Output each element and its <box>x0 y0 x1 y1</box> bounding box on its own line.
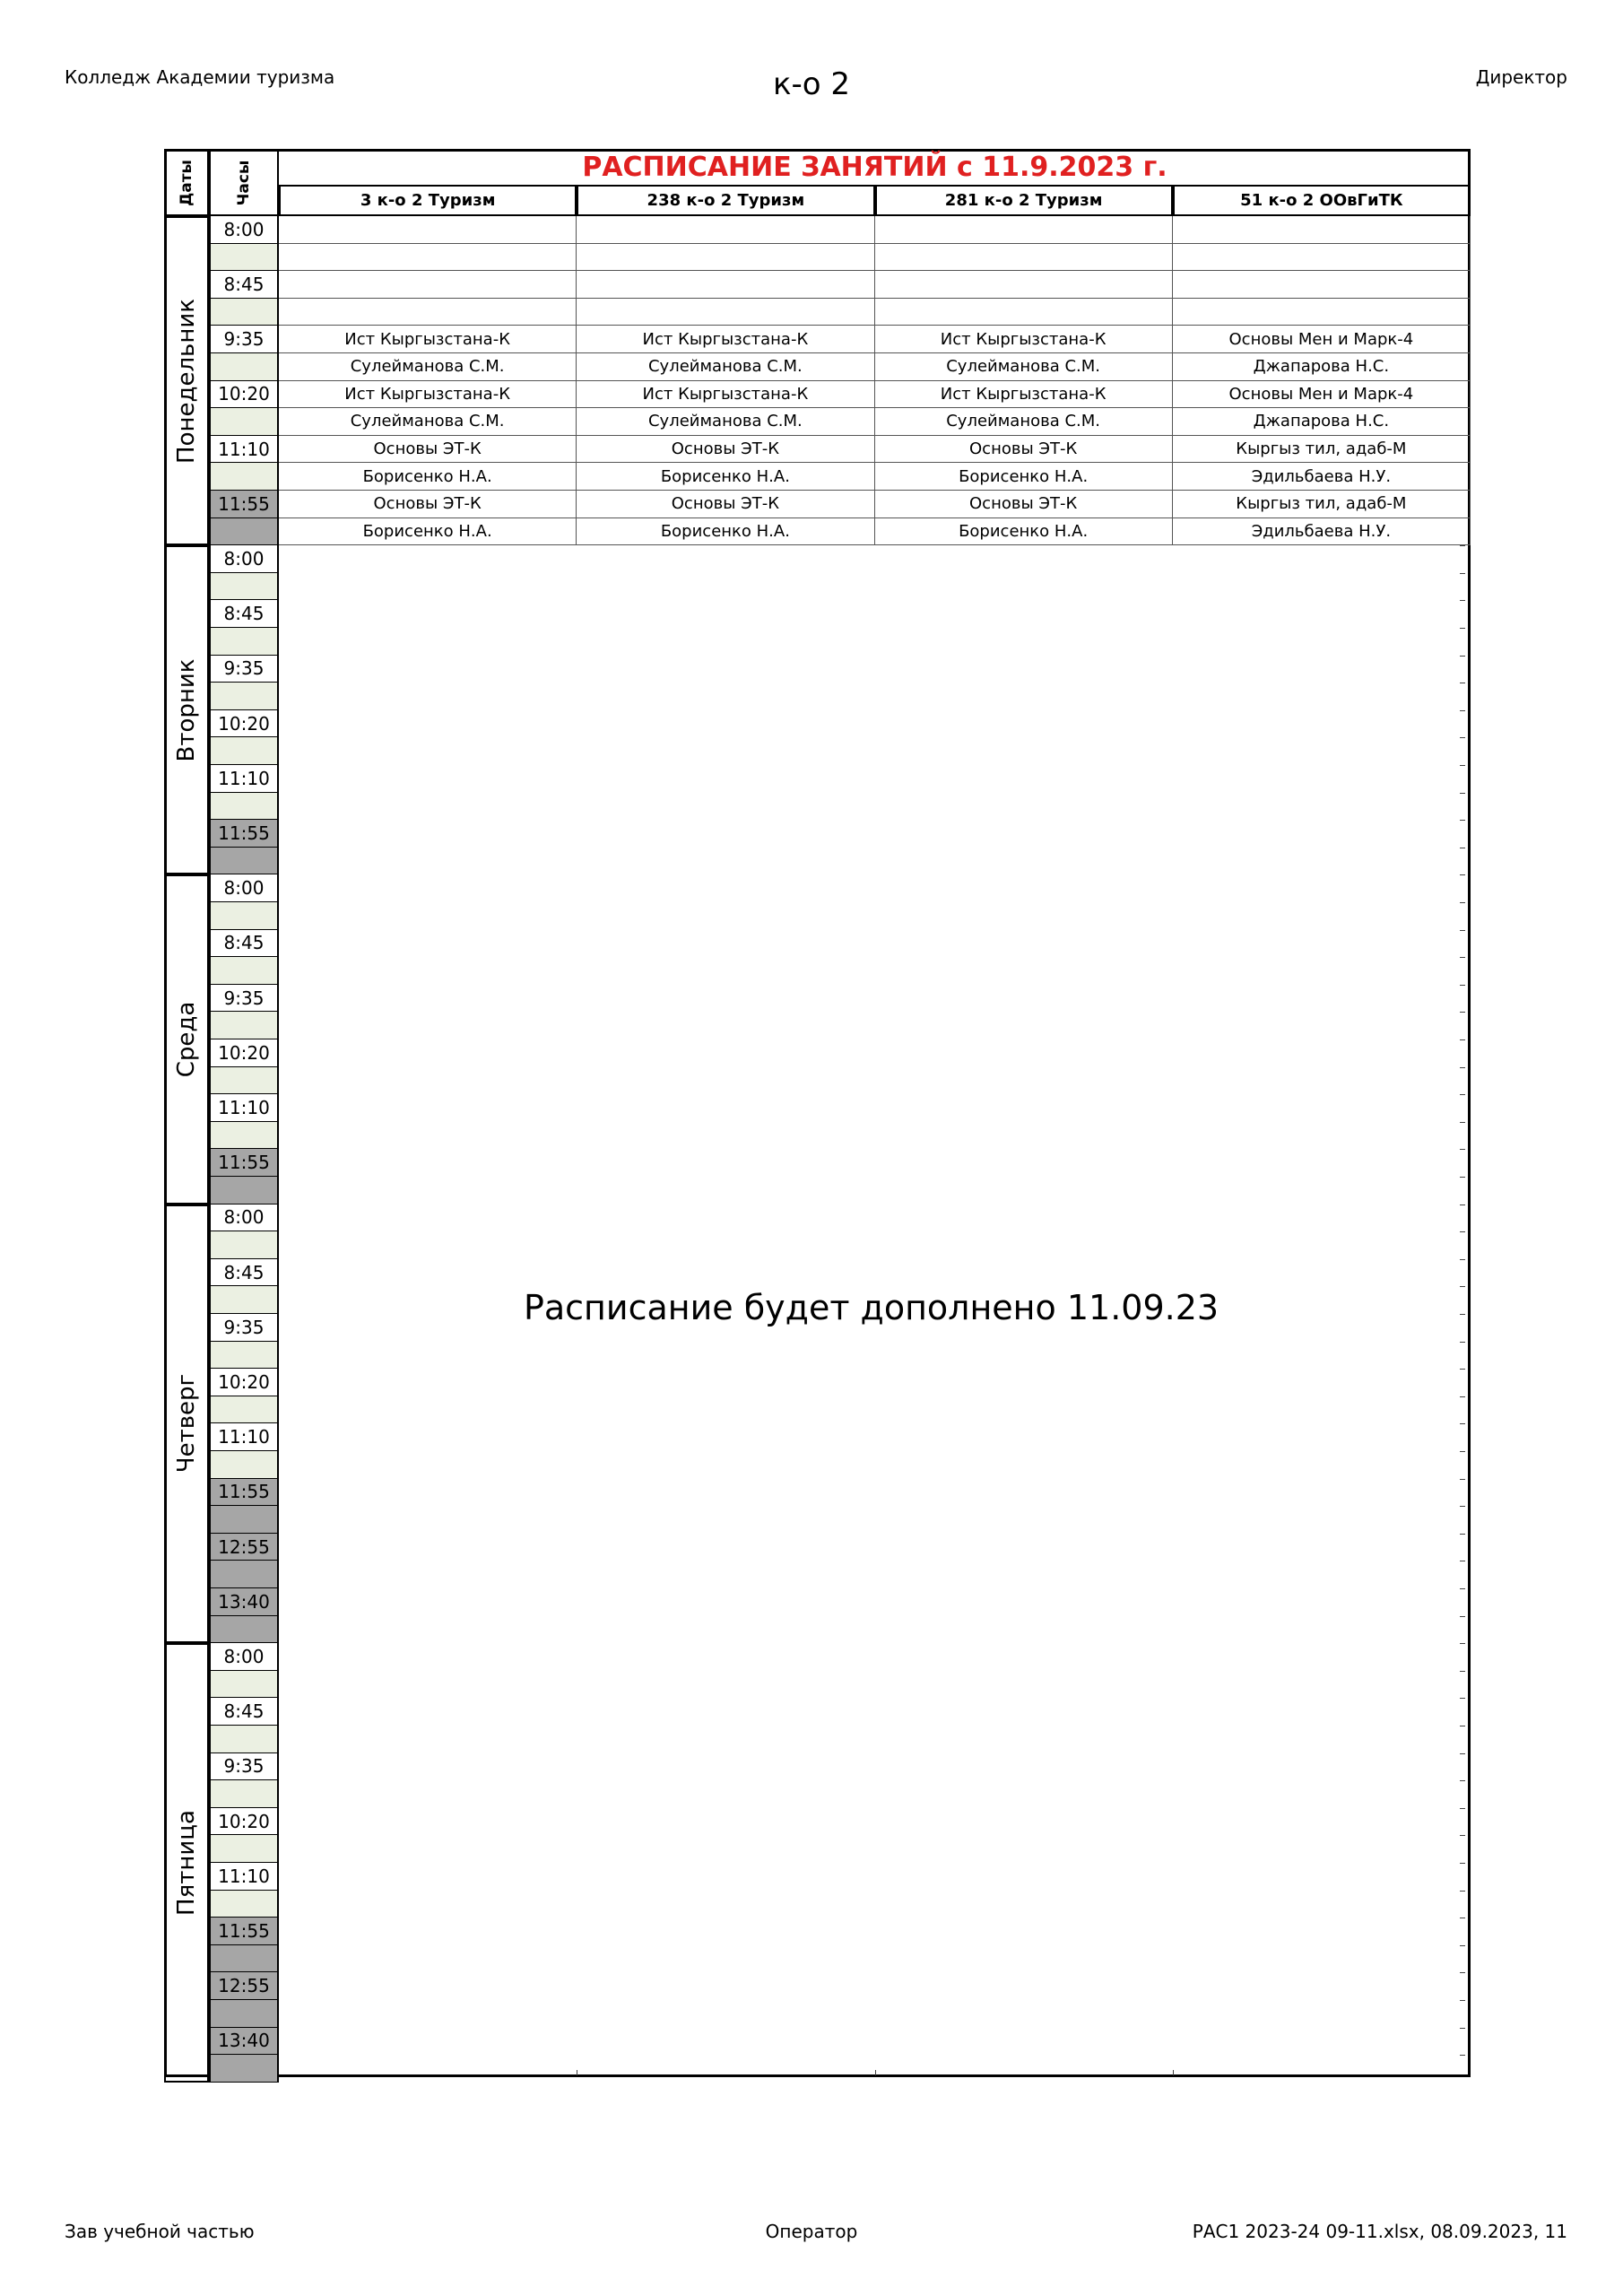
time-slot-sub <box>209 1891 279 1918</box>
row-tick <box>1460 1423 1465 1424</box>
group-header: 3 к-о 2 Туризм <box>279 185 577 216</box>
lesson-cell: Сулейманова С.М. <box>279 408 577 436</box>
time-slot: 10:20 <box>209 1039 279 1067</box>
time-slot-sub <box>209 244 279 272</box>
time-slot: 8:45 <box>209 600 279 628</box>
day-cell <box>164 1643 209 2083</box>
day-name: Пятница <box>173 1810 200 1916</box>
time-slot-sub <box>209 793 279 821</box>
time-slot: 8:00 <box>209 216 279 244</box>
day-cell <box>164 216 209 545</box>
time-slot: 8:00 <box>209 1643 279 1671</box>
time-slot-sub <box>209 2055 279 2083</box>
row-tick <box>1460 902 1465 903</box>
lesson-cell <box>1173 244 1471 272</box>
lesson-cell: Эдильбаева Н.У. <box>1173 463 1471 491</box>
lesson-cell <box>577 299 874 326</box>
row-tick <box>1460 1039 1465 1040</box>
time-slot: 11:55 <box>209 820 279 848</box>
row-tick <box>1460 1780 1465 1781</box>
time-slot-sub <box>209 683 279 710</box>
time-slot-sub <box>209 299 279 326</box>
time-slot: 8:45 <box>209 930 279 958</box>
day-name: Четверг <box>173 1374 200 1474</box>
row-tick <box>1460 1451 1465 1452</box>
time-slot: 8:00 <box>209 545 279 573</box>
time-slot: 9:35 <box>209 1314 279 1342</box>
lesson-cell: Ист Кыргызстана-К <box>875 381 1173 409</box>
time-slot-sub <box>209 628 279 656</box>
lesson-cell: Основы ЭТ-К <box>875 491 1173 518</box>
time-slot: 11:10 <box>209 1863 279 1891</box>
lesson-cell: Сулейманова С.М. <box>279 353 577 381</box>
lesson-cell: Джапарова Н.С. <box>1173 353 1471 381</box>
row-tick <box>1460 793 1465 794</box>
lesson-cell <box>279 299 577 326</box>
lesson-cell <box>577 216 874 244</box>
row-tick <box>1460 1616 1465 1617</box>
row-tick <box>1460 1012 1465 1013</box>
time-slot: 10:20 <box>209 1808 279 1836</box>
lesson-cell: Джапарова Н.С. <box>1173 408 1471 436</box>
row-tick <box>1460 737 1465 738</box>
lesson-cell <box>577 244 874 272</box>
lesson-cell <box>875 244 1173 272</box>
time-slot: 9:35 <box>209 985 279 1013</box>
row-tick <box>1460 1588 1465 1589</box>
time-slot-sub <box>209 1177 279 1205</box>
row-tick <box>1460 1314 1465 1315</box>
header-college-name: Колледж Академии туризма <box>65 66 335 88</box>
lesson-cell <box>279 271 577 299</box>
time-slot: 9:35 <box>209 656 279 683</box>
day-name: Вторник <box>173 658 200 762</box>
lesson-cell: Ист Кыргызстана-К <box>577 326 874 353</box>
lesson-cell: Основы ЭТ-К <box>577 491 874 518</box>
header-dates <box>164 149 209 216</box>
footer-academic-head: Зав учебной частью <box>65 2221 255 2242</box>
day-name: Среда <box>173 1001 200 1078</box>
time-slot: 9:35 <box>209 1753 279 1781</box>
column-tick <box>875 2070 876 2075</box>
lesson-cell: Борисенко Н.А. <box>279 463 577 491</box>
row-tick <box>1460 1753 1465 1754</box>
time-slot-sub <box>209 1671 279 1699</box>
row-tick <box>1460 1479 1465 1480</box>
time-slot-sub <box>209 1780 279 1808</box>
lesson-cell <box>279 216 577 244</box>
time-slot: 13:40 <box>209 1588 279 1616</box>
time-slot: 8:45 <box>209 1698 279 1726</box>
row-tick <box>1460 1972 1465 1973</box>
time-slot: 8:45 <box>209 271 279 299</box>
lesson-cell <box>577 271 874 299</box>
time-slot: 11:10 <box>209 1094 279 1122</box>
time-slot: 8:45 <box>209 1259 279 1287</box>
time-slot-sub <box>209 957 279 985</box>
time-slot: 11:10 <box>209 765 279 793</box>
time-slot-sub <box>209 518 279 546</box>
row-tick <box>1460 573 1465 574</box>
time-slot: 11:55 <box>209 1918 279 1945</box>
time-slot-sub <box>209 1616 279 1644</box>
row-tick <box>1460 930 1465 931</box>
lesson-cell: Ист Кыргызстана-К <box>577 381 874 409</box>
row-tick <box>1460 1286 1465 1287</box>
lesson-cell: Ист Кыргызстана-К <box>279 381 577 409</box>
time-slot: 12:55 <box>209 1534 279 1561</box>
row-tick <box>1460 1506 1465 1507</box>
row-tick <box>1460 957 1465 958</box>
footer-file-info: РАС1 2023-24 09-11.xlsx, 08.09.2023, 11 <box>1192 2221 1567 2242</box>
row-tick <box>1460 2055 1465 2056</box>
header-hours <box>209 149 279 216</box>
time-slot-sub <box>209 1012 279 1039</box>
time-slot-sub <box>209 1451 279 1479</box>
time-slot: 11:55 <box>209 1479 279 1507</box>
row-tick <box>1460 2000 1465 2001</box>
row-tick <box>1460 985 1465 986</box>
lesson-cell <box>875 216 1173 244</box>
row-tick <box>1460 2028 1465 2029</box>
time-slot: 12:55 <box>209 1972 279 2000</box>
row-tick <box>1460 1122 1465 1123</box>
row-tick <box>1460 656 1465 657</box>
row-tick <box>1460 1863 1465 1864</box>
time-slot-sub <box>209 1396 279 1424</box>
footer-operator: Оператор <box>765 2221 858 2242</box>
time-slot-sub <box>209 1342 279 1370</box>
time-slot-sub <box>209 463 279 491</box>
lesson-cell <box>1173 271 1471 299</box>
row-tick <box>1460 1945 1465 1946</box>
day-cell <box>164 1205 209 1644</box>
time-slot-sub <box>209 848 279 875</box>
time-slot: 11:10 <box>209 1423 279 1451</box>
header-hours-label: Часы <box>235 160 253 205</box>
lesson-cell: Основы ЭТ-К <box>875 436 1173 464</box>
header-dates-label: Даты <box>178 159 195 206</box>
lesson-cell: Основы Мен и Марк-4 <box>1173 381 1471 409</box>
lesson-cell: Сулейманова С.М. <box>577 408 874 436</box>
lesson-cell: Борисенко Н.А. <box>577 463 874 491</box>
row-tick <box>1460 1534 1465 1535</box>
time-slot: 8:00 <box>209 874 279 902</box>
day-cell <box>164 545 209 874</box>
lesson-cell: Ист Кыргызстана-К <box>279 326 577 353</box>
row-tick <box>1460 1369 1465 1370</box>
schedule-table <box>164 149 1471 2077</box>
row-tick <box>1460 545 1465 546</box>
row-tick <box>1460 1149 1465 1150</box>
time-slot-sub <box>209 353 279 381</box>
lesson-cell: Основы Мен и Марк-4 <box>1173 326 1471 353</box>
lesson-cell: Кыргыз тил, адаб-М <box>1173 436 1471 464</box>
time-slot-sub <box>209 2000 279 2028</box>
lesson-cell <box>279 244 577 272</box>
lesson-cell: Сулейманова С.М. <box>577 353 874 381</box>
row-tick <box>1460 1808 1465 1809</box>
row-tick <box>1460 1698 1465 1699</box>
time-slot: 10:20 <box>209 381 279 409</box>
lesson-cell: Борисенко Н.А. <box>875 518 1173 546</box>
row-tick <box>1460 1259 1465 1260</box>
row-tick <box>1460 1094 1465 1095</box>
row-tick <box>1460 1891 1465 1892</box>
lesson-cell: Основы ЭТ-К <box>577 436 874 464</box>
time-slot: 11:10 <box>209 436 279 464</box>
group-header: 281 к-о 2 Туризм <box>875 185 1173 216</box>
lesson-cell <box>1173 299 1471 326</box>
group-header: 238 к-о 2 Туризм <box>577 185 874 216</box>
day-cell <box>164 874 209 1204</box>
header-director: Директор <box>1475 66 1567 88</box>
time-slot-sub <box>209 1835 279 1863</box>
lesson-cell: Эдильбаева Н.У. <box>1173 518 1471 546</box>
time-slot-sub <box>209 737 279 765</box>
row-tick <box>1460 820 1465 821</box>
time-slot: 11:55 <box>209 491 279 518</box>
row-tick <box>1460 600 1465 601</box>
lesson-cell: Борисенко Н.А. <box>279 518 577 546</box>
time-slot-sub <box>209 1286 279 1314</box>
header-building: к-о 2 <box>772 66 851 102</box>
time-slot-sub <box>209 1122 279 1150</box>
time-slot-sub <box>209 573 279 601</box>
row-tick <box>1460 1177 1465 1178</box>
lesson-cell <box>875 271 1173 299</box>
column-tick <box>1173 2070 1174 2075</box>
lesson-cell <box>875 299 1173 326</box>
lesson-cell: Сулейманова С.М. <box>875 408 1173 436</box>
time-slot: 8:00 <box>209 1205 279 1232</box>
time-slot-sub <box>209 1945 279 1973</box>
lesson-cell: Основы ЭТ-К <box>279 491 577 518</box>
time-slot-sub <box>209 1506 279 1534</box>
time-slot: 11:55 <box>209 1149 279 1177</box>
row-tick <box>1460 1231 1465 1232</box>
time-slot-sub <box>209 408 279 436</box>
time-slot: 9:35 <box>209 326 279 353</box>
row-tick <box>1460 1396 1465 1397</box>
lesson-cell <box>1173 216 1471 244</box>
time-slot-sub <box>209 902 279 930</box>
time-slot: 10:20 <box>209 710 279 738</box>
row-tick <box>1460 1835 1465 1836</box>
lesson-cell: Основы ЭТ-К <box>279 436 577 464</box>
lesson-cell: Кыргыз тил, адаб-М <box>1173 491 1471 518</box>
time-slot: 10:20 <box>209 1369 279 1396</box>
lesson-cell: Борисенко Н.А. <box>875 463 1173 491</box>
row-tick <box>1460 628 1465 629</box>
row-tick <box>1460 1342 1465 1343</box>
row-tick <box>1460 710 1465 711</box>
time-slot-sub <box>209 1561 279 1588</box>
schedule-notice: Расписание будет дополнено 11.09.23 <box>523 1288 1219 1328</box>
row-tick <box>1460 874 1465 875</box>
day-name: Понедельник <box>173 298 200 464</box>
time-slot: 13:40 <box>209 2028 279 2056</box>
lesson-cell: Ист Кыргызстана-К <box>875 326 1173 353</box>
time-slot-sub <box>209 1726 279 1753</box>
lesson-cell: Сулейманова С.М. <box>875 353 1173 381</box>
time-slot-sub <box>209 1067 279 1095</box>
row-tick <box>1460 1067 1465 1068</box>
time-slot-sub <box>209 1231 279 1259</box>
schedule-title: РАСПИСАНИЕ ЗАНЯТИЙ с 11.9.2023 г. <box>582 151 1167 183</box>
group-header: 51 к-о 2 ООвГиТК <box>1173 185 1471 216</box>
row-tick <box>1460 765 1465 766</box>
lesson-cell: Борисенко Н.А. <box>577 518 874 546</box>
row-tick <box>1460 1671 1465 1672</box>
row-tick <box>1460 1643 1465 1644</box>
